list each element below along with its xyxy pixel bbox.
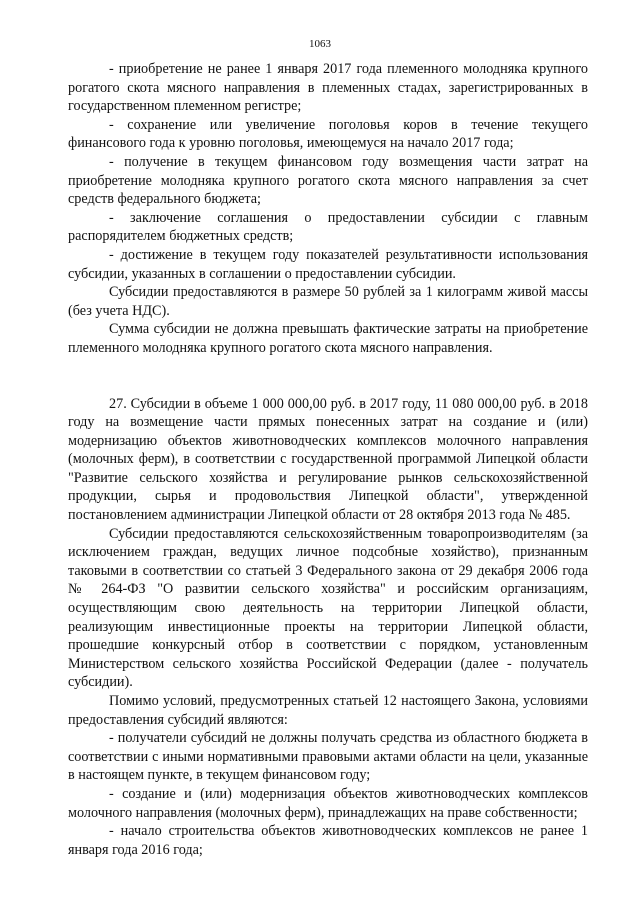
paragraph: - заключение соглашения о предоставлении субсидии с главным распорядителем бюджетных средств; (68, 209, 588, 245)
paragraph: - получение в текущем финансовом году возмещения части затрат на приобретение молодняка крупного рогатого скота мясного направления за счет средств федерального бюджета; (68, 153, 588, 208)
paragraph: Помимо условий, предусмотренных статьей 12 настоящего Закона, условиями предоставления субсидий являются: (68, 693, 588, 728)
paragraph: Субсидии предоставляются сельскохозяйственным товаропроизводителям (за исключением граждан, ведущих личное подсобные хозяйство), признанным таковыми в соответствии со статьей 3 Федерального закона от 29 декабря 2006 года № 264-ФЗ "О развитии сельского хозяйства" и российским организациям, осуществляющим свою деятельность на территории Липецкой области, реализующим инвестиционные проекты на территории Липецкой области, прошедшие конкурсный отбор в соответствии с порядком, установленным Министерством сельского хозяйства Российской Федерации (далее - получатель субсидии). (68, 525, 588, 691)
document-body (68, 60, 588, 859)
paragraph: - достижение в текущем году показателей результативности использования субсидии, указанных в соглашении о предоставлении субсидии. (68, 246, 588, 282)
paragraph: 27. Субсидии в объеме 1 000 000,00 руб. в 2017 году, 11 080 000,00 руб. в 2018 году на возмещение части прямых понесенных затрат на создание и (или) модернизацию объектов животноводческих комплексов молочного направления (молочных ферм), в соответствии с государственной программой Липецкой области "Развитие сельского хозяйства и регулирование рынков сельскохозяйственной продукции, сырья и продовольствия Липецкой области", утвержденной постановлением администрации Липецкой области от 28 октября 2013 года № 485. (68, 395, 588, 524)
paragraph: - сохранение или увеличение поголовья коров в течение текущего финансового года к уровню поголовья, имеющемуся на начало 2017 года; (68, 116, 588, 152)
paragraph: - получатели субсидий не должны получать средства из областного бюджета в соответствии с иными нормативными правовыми актами области на цели, указанные в настоящем пункте, в текущем финансовом году; (68, 730, 588, 784)
page-number: 1063 (309, 38, 331, 50)
paragraph: - приобретение не ранее 1 января 2017 года племенного молодняка крупного рогатого скота мясного направления в племенных стадах, зарегистрированных в государственном племенном регистре; (68, 61, 588, 115)
paragraph: - создание и (или) модернизация объектов животноводческих комплексов молочного направления (молочных ферм), принадлежащих на праве собственности; (68, 785, 588, 821)
paragraph: Сумма субсидии не должна превышать фактические затраты на приобретение племенного молодняка крупного рогатого скота мясного направления. (68, 321, 588, 356)
paragraph: - начало строительства объектов животноводческих комплексов не ранее 1 января года 2016 года; (68, 823, 588, 858)
paragraph: Субсидии предоставляются в размере 50 рублей за 1 килограмм живой массы (без учета НДС). (68, 284, 588, 319)
section-gap (68, 358, 588, 395)
